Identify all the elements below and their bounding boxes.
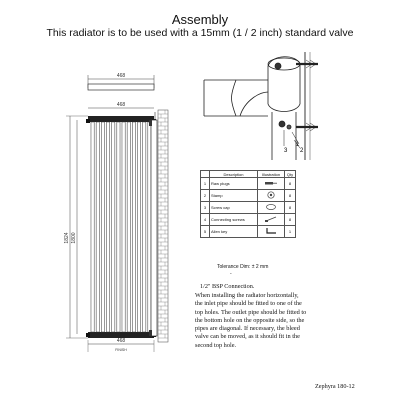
table-row [201,202,296,214]
mid-width-dimension [88,102,154,108]
stamp-icon [258,190,285,202]
header-qty: Qty [285,171,296,178]
table-row [201,190,296,202]
table-row [201,226,296,238]
centre-height-label: 1800 [71,232,77,244]
parts-table [200,170,296,238]
header-illustration: Illustration [258,171,285,178]
row-description: Raw plugs [210,178,258,190]
top-plan-bar [88,84,154,90]
model-name: Zephyra 180-12 [315,383,355,390]
raw-plug-icon [258,178,285,190]
row-description: Screw cap [210,202,258,214]
radiator-tube [91,122,94,332]
page-title: Assembly [171,12,229,27]
brick-wall [158,110,168,342]
mid-width-label: 468 [116,102,126,108]
row-qty: 8 [285,214,296,226]
radiator-tube [148,122,151,332]
radiator-tube [137,122,140,332]
connection-title: 1/2" BSP Connection. [200,283,255,290]
row-number: 3 [201,202,210,214]
table-row [201,214,296,226]
top-width-label: 468 [116,73,126,79]
table-row [201,178,296,190]
radiator-tube [96,122,99,332]
height-dimensions [64,116,88,338]
bottom-note: FINISH [115,348,127,352]
header-no [201,171,210,178]
callout-2: 2 [300,148,304,154]
row-description: Allen key [210,226,258,238]
row-qty: 8 [285,178,296,190]
tolerance-mark: - [230,271,232,277]
radiator-tubes [91,122,151,332]
radiator-tube [106,122,109,332]
radiator-tube [143,122,146,332]
callout-1: 1 [296,142,300,148]
screw-cap-icon [258,202,285,214]
parts-table-header [201,171,296,178]
row-description: Stamp [210,190,258,202]
row-qty: 1 [285,226,296,238]
row-number: 2 [201,190,210,202]
row-qty: 8 [285,202,296,214]
tolerance-text: Tolerance Dim: ± 2 mm [217,264,269,270]
radiator-tube [101,122,104,332]
connecting-screw-icon [258,214,285,226]
radiator-tube [117,122,120,332]
allen-key-icon [258,226,285,238]
radiator-tube [122,122,125,332]
radiator-tube [127,122,130,332]
bracket-detail [204,52,318,160]
callout-3: 3 [284,148,288,154]
row-number: 1 [201,178,210,190]
bottom-width-dimension [88,338,154,352]
header-description: Description [210,171,258,178]
page-subtitle: This radiator is to be used with a 15mm (1 / 2 inch) standard valve [46,27,354,39]
radiator-tube [132,122,135,332]
row-number: 5 [201,226,210,238]
row-number: 4 [201,214,210,226]
connection-note: When installing the radiator horizontally, the inlet pipe should be fitted to one of the top holes. The outlet pipe should be fitted to the bottom hole on the opposite side, so the pipes are diagonal. If necessary, the bleed valve can be moved, as it should fit in the second top hole. [195,292,307,349]
row-qty: 8 [285,190,296,202]
row-description: Connecting screws [210,214,258,226]
radiator-tube [112,122,115,332]
bottom-width-label: 468 [116,338,126,344]
overall-height-label: 1824 [64,232,70,244]
